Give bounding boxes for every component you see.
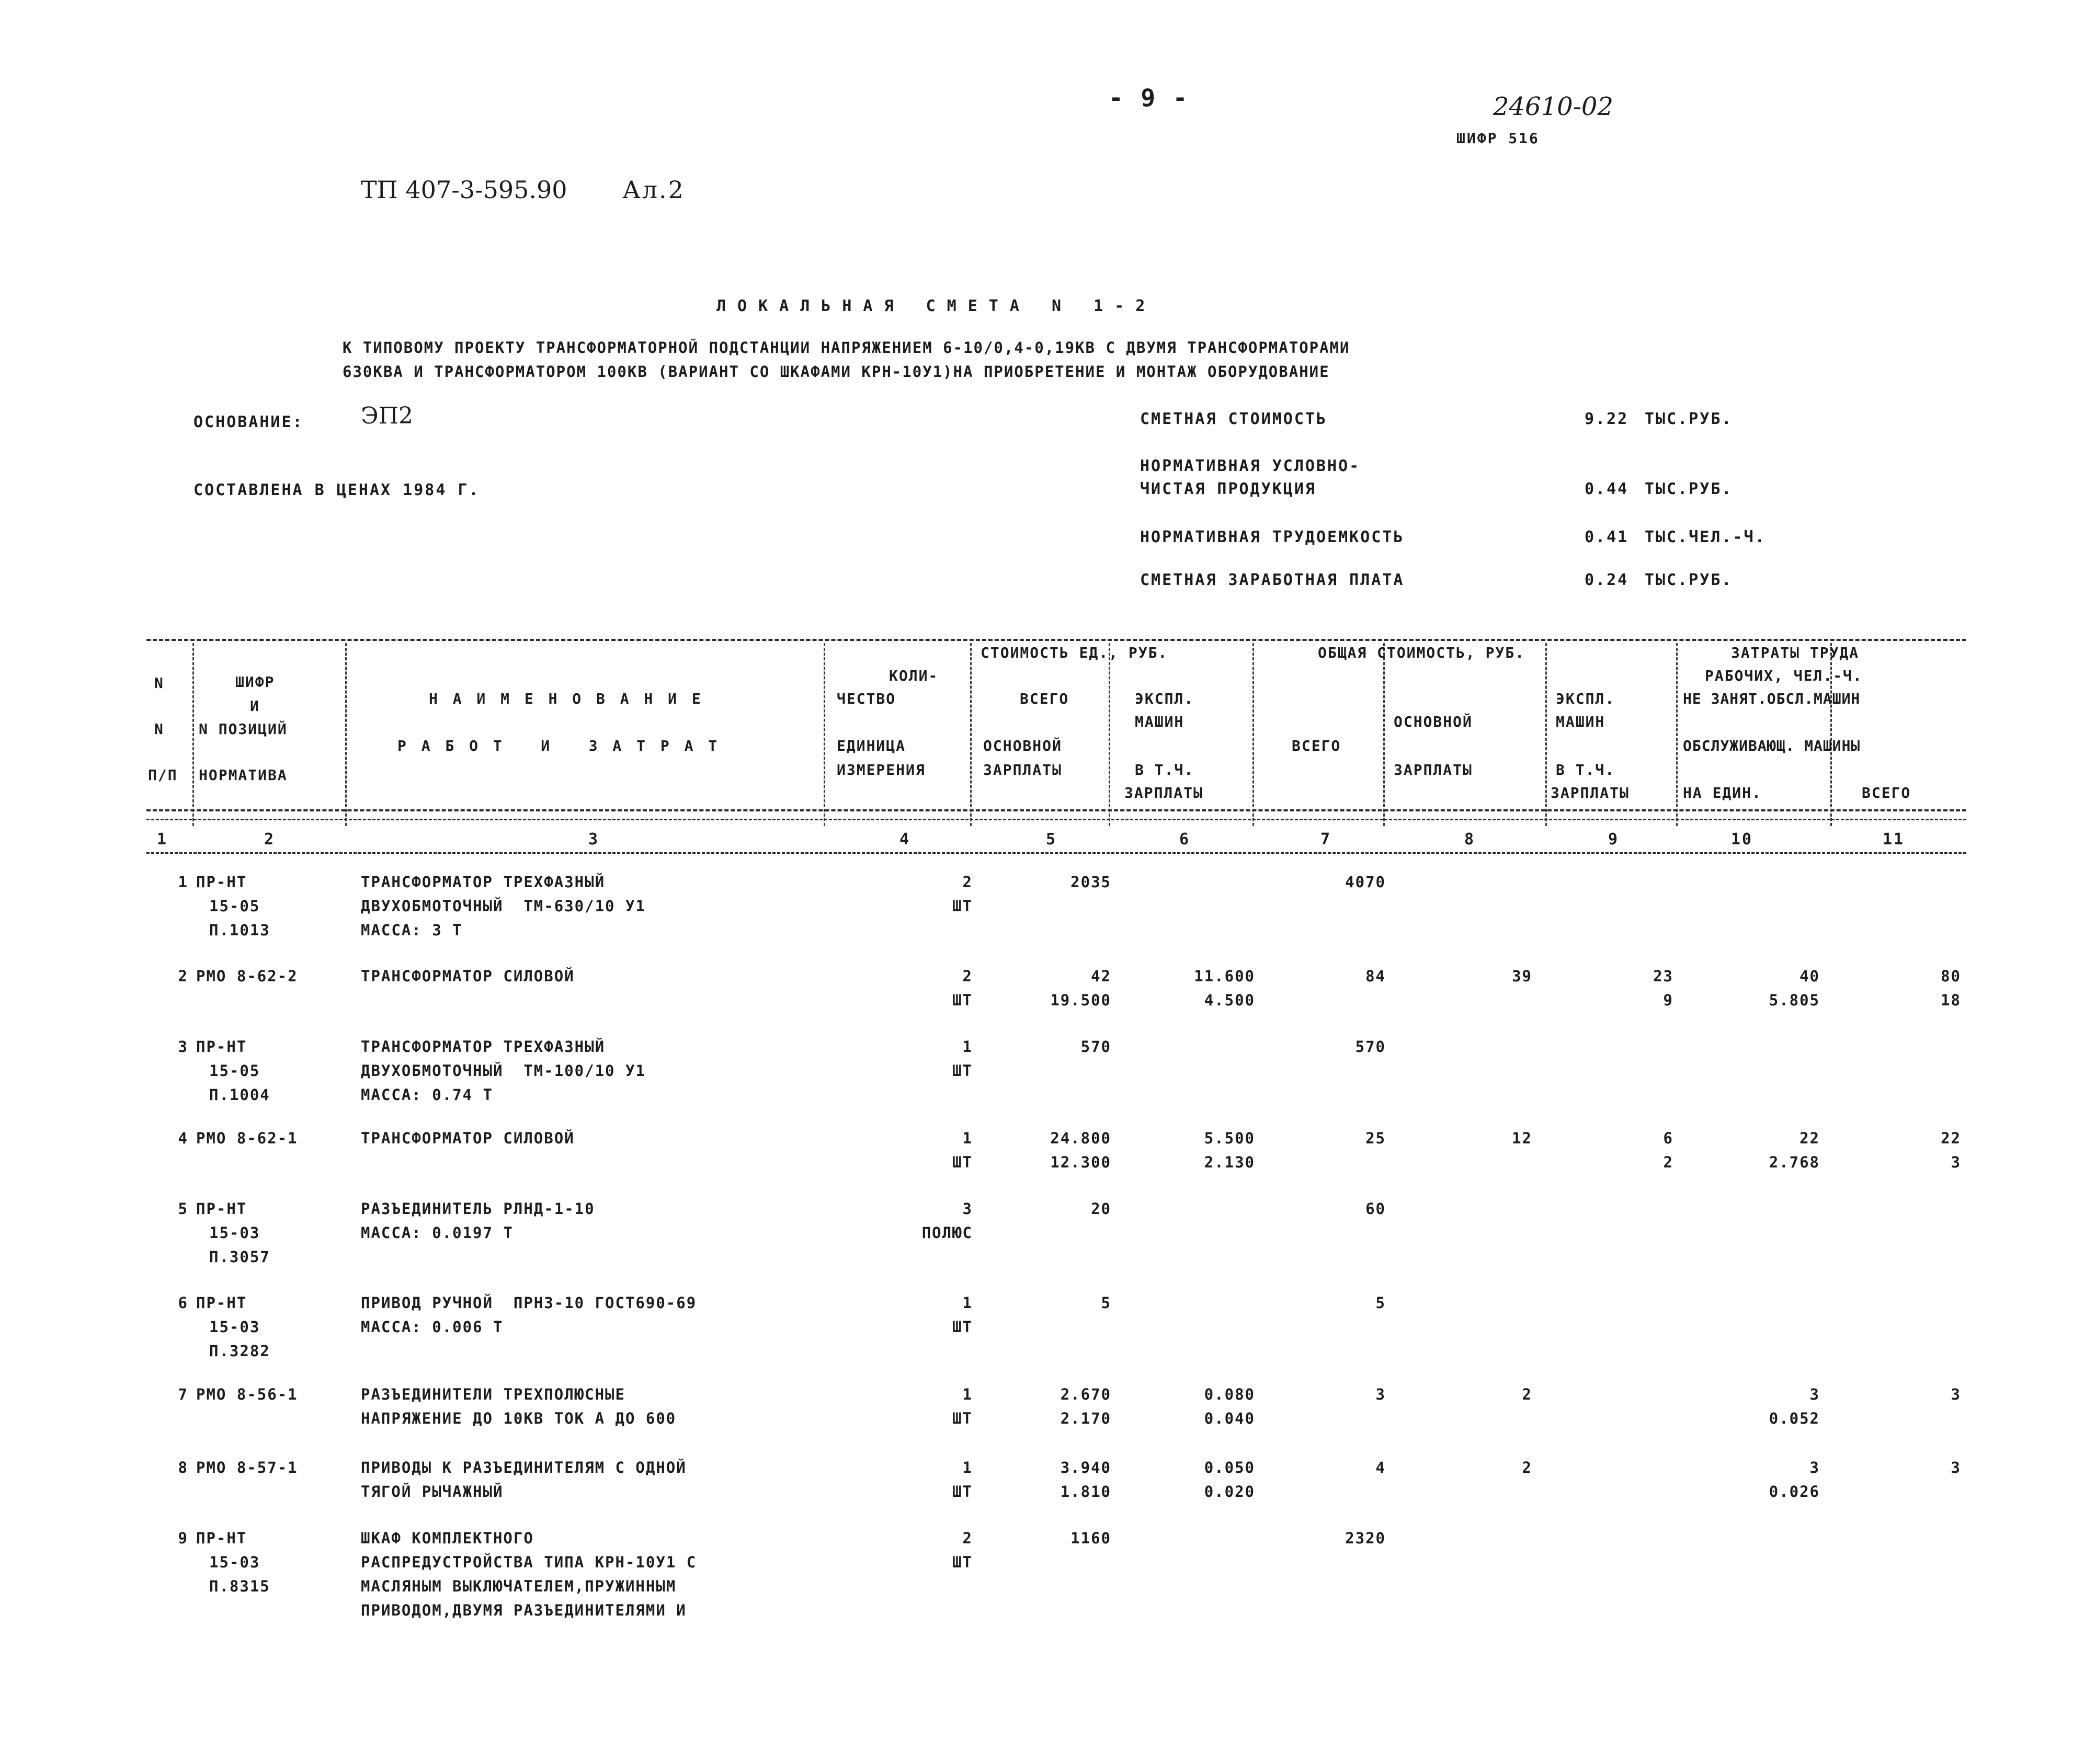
summary-labor-unit: ТЫС.ЧЕЛ.-Ч. [1645,528,1766,546]
summary-net-label-2: ЧИСТАЯ ПРОДУКЦИЯ [1140,480,1316,498]
row-number: 1 [178,873,188,891]
col-number: 4 [899,830,911,849]
cell-c11b: 18 [1941,991,1961,1009]
cell-c7: 4070 [1345,873,1386,891]
header-shifr: N ПОЗИЦИЙ [199,720,288,738]
summary-wage-unit: ТЫС.РУБ. [1645,571,1733,589]
cell-c11: 3 [1951,1385,1961,1403]
header-n: N [154,720,164,738]
row-name: МАССА: 3 Т [361,921,463,939]
cell-qty: 2 [962,967,973,985]
summary-wage-label: СМЕТНАЯ ЗАРАБОТНАЯ ПЛАТА [1140,571,1405,589]
estimate-description-line-2: 630КВА И ТРАНСФОРМАТОРОМ 100КВ (ВАРИАНТ СО ШКАФАМИ КРН-10У1)НА ПРИОБРЕТЕНИЕ И МОНТАЖ ОБОРУДОВАНИЕ [343,363,1330,381]
row-name: ПРИВОДОМ,ДВУМЯ РАЗЪЕДИНИТЕЛЯМИ И [361,1601,687,1619]
cell-c5: 2.670 [1060,1385,1111,1403]
table-top-rule [146,639,1966,641]
cell-unit: ШТ [952,1483,973,1500]
cell-c10: 40 [1799,967,1820,985]
row-code: РМО 8-57-1 [196,1459,298,1476]
cell-c6b: 2.130 [1204,1153,1255,1171]
header-c8: ЗАРПЛАТЫ [1394,761,1473,778]
col-separator [192,643,194,826]
row-name: ДВУХОБМОТОЧНЫЙ ТМ-630/10 У1 [361,897,646,915]
header-c5: ЗАРПЛАТЫ [983,761,1062,778]
cell-qty: 1 [962,1459,973,1476]
col-number: 7 [1320,830,1332,849]
cell-c10b: 0.052 [1769,1410,1820,1427]
cell-c5: 3.940 [1060,1459,1111,1476]
cell-c9: 6 [1663,1129,1673,1147]
row-name: МАСЛЯНЫМ ВЫКЛЮЧАТЕЛЕМ,ПРУЖИННЫМ [361,1577,677,1595]
summary-labor-label: НОРМАТИВНАЯ ТРУДОЕМКОСТЬ [1140,528,1405,546]
cell-c11b: 3 [1951,1153,1961,1171]
header-unit-cost: СТОИМОСТЬ ЕД., РУБ. [981,644,1168,661]
cell-unit: ШТ [952,991,973,1009]
row-code: РМО 8-62-2 [196,967,298,985]
cell-c6: 0.050 [1204,1459,1255,1476]
row-name: НАПРЯЖЕНИЕ ДО 10КВ ТОК А ДО 600 [361,1410,677,1427]
header-total-cost: ОБЩАЯ СТОИМОСТЬ, РУБ. [1318,644,1525,661]
cell-c7: 570 [1355,1038,1386,1056]
cell-c8: 12 [1512,1129,1532,1147]
row-code: П.3282 [209,1342,270,1360]
row-number: 2 [178,967,188,985]
header-c9: В Т.Ч. [1556,761,1615,778]
col-number: 5 [1046,830,1057,849]
cell-c10b: 5.805 [1769,991,1820,1009]
row-name: МАССА: 0.0197 Т [361,1224,514,1242]
project-code: ТП 407-3-595.90 [361,176,567,204]
cell-qty: 1 [962,1385,973,1403]
cell-c6b: 4.500 [1204,991,1255,1009]
cell-c10b: 2.768 [1769,1153,1820,1171]
header-c9: ЗАРПЛАТЫ [1551,784,1630,801]
row-number: 6 [178,1294,188,1312]
row-code: ПР-НТ [196,1038,247,1056]
cell-c7: 3 [1375,1385,1386,1403]
header-c6: ЗАРПЛАТЫ [1124,784,1203,801]
header-shifr: И [250,697,260,715]
cell-c5: 24.800 [1050,1129,1111,1147]
cell-c5b: 19.500 [1050,991,1111,1009]
header-c6: ЭКСПЛ. [1135,690,1194,707]
summary-net-unit: ТЫС.РУБ. [1645,480,1733,498]
row-number: 7 [178,1385,188,1403]
cell-qty: 3 [962,1200,973,1218]
col-separator [1545,643,1547,826]
cell-c8: 2 [1522,1385,1532,1403]
row-code: ПР-НТ [196,1200,247,1218]
document-code: 24610-02 [1493,92,1613,121]
cell-unit: ШТ [952,1318,973,1336]
row-name: ТРАНСФОРМАТОР ТРЕХФАЗНЫЙ [361,873,606,891]
cell-c5: 2035 [1070,873,1111,891]
header-c6: МАШИН [1135,713,1184,730]
cell-unit: ПОЛЮС [921,1224,973,1242]
header-labor: ЗАТРАТЫ ТРУДА [1731,644,1860,661]
row-name: РАЗЪЕДИНИТЕЛЬ РЛНД-1-10 [361,1200,595,1218]
cell-c9b: 9 [1663,991,1673,1009]
col-number: 1 [157,830,168,849]
col-number: 6 [1179,830,1191,849]
header-labor: ОБСЛУЖИВАЮЩ. МАШИНЫ [1683,737,1861,754]
header-shifr: НОРМАТИВА [199,766,288,784]
cell-c5b: 12.300 [1050,1153,1111,1171]
header-c10: НА ЕДИН. [1683,784,1762,801]
col-number: 10 [1731,830,1753,849]
row-name: ПРИВОДЫ К РАЗЪЕДИНИТЕЛЯМ С ОДНОЙ [361,1459,687,1476]
table-header-rule-2 [146,819,1966,820]
col-separator [345,643,347,826]
basis-value: ЭП2 [361,403,414,429]
cell-c10: 3 [1809,1385,1820,1403]
col-number: 9 [1608,830,1620,849]
table-colnum-rule [146,852,1966,854]
row-code: РМО 8-56-1 [196,1385,298,1403]
row-name: ТРАНСФОРМАТОР СИЛОВОЙ [361,967,575,985]
row-code: П.3057 [209,1248,270,1266]
row-code: ПР-НТ [196,1529,247,1547]
cell-qty: 1 [962,1129,973,1147]
cell-c8: 39 [1512,967,1532,985]
row-name: ПРИВОД РУЧНОЙ ПРНЗ-10 ГОСТ690-69 [361,1294,697,1312]
header-c6: В Т.Ч. [1135,761,1194,778]
row-code: 15-05 [209,1062,260,1080]
header-c9: МАШИН [1556,713,1605,730]
header-c11: ВСЕГО [1862,784,1911,801]
row-number: 9 [178,1529,188,1547]
row-number: 5 [178,1200,188,1218]
summary-cost-unit: ТЫС.РУБ. [1645,410,1733,428]
summary-cost-label: СМЕТНАЯ СТОИМОСТЬ [1140,410,1328,428]
row-name: ТРАНСФОРМАТОР СИЛОВОЙ [361,1129,575,1147]
header-unit: ИЗМЕРЕНИЯ [837,761,926,778]
summary-wage-value: 0.24 [1585,571,1629,589]
col-number: 11 [1883,830,1905,849]
cell-qty: 2 [962,1529,973,1547]
cell-c7: 25 [1365,1129,1386,1147]
cell-unit: ШТ [952,1410,973,1427]
row-code: ПР-НТ [196,1294,247,1312]
row-name: РАСПРЕДУСТРОЙСТВА ТИПА КРН-10У1 С [361,1553,697,1571]
cell-c7: 4 [1375,1459,1386,1476]
header-qty: ЧЕСТВО [837,690,896,707]
row-code: 15-05 [209,897,260,915]
row-code: 15-03 [209,1553,260,1571]
estimate-description-line-1: К ТИПОВОМУ ПРОЕКТУ ТРАНСФОРМАТОРНОЙ ПОДСТАНЦИИ НАПРЯЖЕНИЕМ 6-10/0,4-0,19КВ С ДВУМЯ ТРАНСФОРМАТОРАМИ [343,339,1350,357]
summary-cost-value: 9.22 [1585,410,1629,428]
row-number: 3 [178,1038,188,1056]
col-number: 8 [1464,830,1476,849]
row-name: РАЗЪЕДИНИТЕЛИ ТРЕХПОЛЮСНЫЕ [361,1385,625,1403]
header-n: N [154,674,164,692]
header-c7: ВСЕГО [1292,737,1341,754]
cell-c10b: 0.026 [1769,1483,1820,1500]
row-name: МАССА: 0.006 Т [361,1318,504,1336]
summary-net-label-1: НОРМАТИВНАЯ УСЛОВНО- [1140,457,1361,475]
header-qty: КОЛИ- [889,667,939,684]
row-number: 8 [178,1459,188,1476]
cell-c7: 60 [1365,1200,1386,1218]
cell-c5: 42 [1091,967,1111,985]
cell-c10: 3 [1809,1459,1820,1476]
cell-c6b: 0.020 [1204,1483,1255,1500]
cell-qty: 1 [962,1294,973,1312]
cell-qty: 2 [962,873,973,891]
col-number: 2 [264,830,276,849]
cell-c6: 5.500 [1204,1129,1255,1147]
cell-unit: ШТ [952,1553,973,1571]
row-code: П.1013 [209,921,270,939]
cell-unit: ШТ [952,1153,973,1171]
cell-c5b: 1.810 [1060,1483,1111,1500]
cell-c5b: 2.170 [1060,1410,1111,1427]
col-number: 3 [588,830,600,849]
header-c8: ОСНОВНОЙ [1394,713,1473,730]
row-name: ТРАНСФОРМАТОР ТРЕХФАЗНЫЙ [361,1038,606,1056]
cell-c9b: 2 [1663,1153,1673,1171]
header-labor: РАБОЧИХ, ЧЕЛ.-Ч. [1705,667,1863,684]
header-c5: ОСНОВНОЙ [983,737,1062,754]
cell-c7: 84 [1365,967,1386,985]
cell-unit: ШТ [952,1062,973,1080]
summary-net-value: 0.44 [1585,480,1629,498]
col-separator [1109,643,1110,826]
cell-c5: 1160 [1070,1529,1111,1547]
header-works: Р А Б О Т И З А Т Р А Т [397,737,721,754]
cell-c6b: 0.040 [1204,1410,1255,1427]
cell-c5: 570 [1080,1038,1111,1056]
cell-c6: 11.600 [1194,967,1255,985]
header-name: Н А И М Е Н О В А Н И Е [429,690,704,707]
cell-c8: 2 [1522,1459,1532,1476]
row-code: ПР-НТ [196,873,247,891]
header-shifr: ШИФР [235,673,275,691]
row-name: ДВУХОБМОТОЧНЫЙ ТМ-100/10 У1 [361,1062,646,1080]
cell-unit: ШТ [952,897,973,915]
album-label: Ал.2 [622,176,685,204]
estimate-title: ЛОКАЛЬНАЯ СМЕТА N 1-2 [716,297,1157,315]
prices-note: СОСТАВЛЕНА В ЦЕНАХ 1984 Г. [193,481,480,499]
cell-c7: 5 [1375,1294,1386,1312]
table-header-rule [146,809,1966,811]
cell-c6: 0.080 [1204,1385,1255,1403]
col-separator [1383,643,1385,826]
cell-c10: 22 [1799,1129,1820,1147]
row-number: 4 [178,1129,188,1147]
col-separator [1676,643,1678,826]
summary-labor-value: 0.41 [1585,528,1629,546]
col-separator [824,643,825,826]
row-name: ШКАФ КОМПЛЕКТНОГО [361,1529,534,1547]
col-separator [970,643,972,826]
header-labor: НЕ ЗАНЯТ.ОБСЛ.МАШИН [1683,690,1861,707]
row-name: МАССА: 0.74 Т [361,1086,493,1104]
row-code: 15-03 [209,1224,260,1242]
cell-c11: 80 [1941,967,1961,985]
cell-c9: 23 [1653,967,1673,985]
cell-c5: 5 [1101,1294,1111,1312]
col-separator [1252,643,1254,826]
row-code: 15-03 [209,1318,260,1336]
header-pp: П/П [148,766,178,784]
cell-c11: 3 [1951,1459,1961,1476]
document-shifr: ШИФР 516 [1456,130,1540,147]
basis-label: ОСНОВАНИЕ: [193,413,304,431]
cell-c5: 20 [1091,1200,1111,1218]
row-code: П.1004 [209,1086,270,1104]
header-c5: ВСЕГО [1020,690,1069,707]
row-name: ТЯГОЙ РЫЧАЖНЫЙ [361,1483,504,1500]
page-number: - 9 - [1109,84,1189,112]
row-code: РМО 8-62-1 [196,1129,298,1147]
cell-c7: 2320 [1345,1529,1386,1547]
header-unit: ЕДИНИЦА [837,737,906,754]
header-c9: ЭКСПЛ. [1556,690,1615,707]
row-code: П.8315 [209,1577,270,1595]
cell-c11: 22 [1941,1129,1961,1147]
cell-qty: 1 [962,1038,973,1056]
